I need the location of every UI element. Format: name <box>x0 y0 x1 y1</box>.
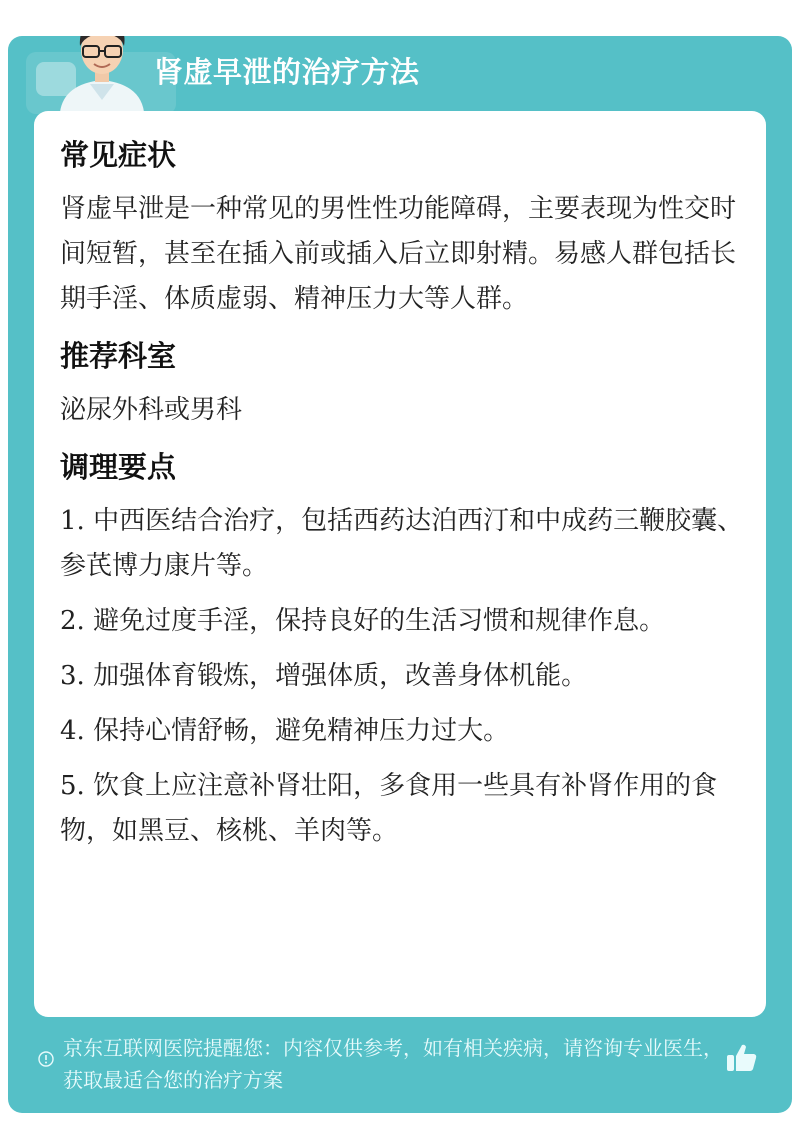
page-title: 肾虚早泄的治疗方法 <box>154 55 420 89</box>
symptoms-title: 常见症状 <box>60 138 177 172</box>
thumbs-up-icon[interactable] <box>724 1040 760 1076</box>
item-text: 饮食上应注意补肾壮阳，多食用一些具有补肾作用的食物，如黑豆、核桃、羊肉等。 <box>60 771 718 846</box>
item-text: 加强体育锻炼，增强体质，改善身体机能。 <box>93 661 588 691</box>
item-text: 避免过度手淫，保持良好的生活习惯和规律作息。 <box>93 606 666 636</box>
item-number: 2. <box>60 606 85 636</box>
disclaimer-text: 京东互联网医院提醒您：内容仅供参考，如有相关疾病，请咨询专业医生，获取最适合您的治疗方案 <box>63 1036 723 1092</box>
care-list <box>60 499 750 854</box>
article-panel <box>8 36 792 1113</box>
department-title: 推荐科室 <box>60 339 177 373</box>
content <box>60 133 750 864</box>
care-title: 调理要点 <box>60 450 177 484</box>
list-item <box>60 599 750 644</box>
item-number: 3. <box>60 661 85 691</box>
item-number: 5. <box>60 771 85 801</box>
list-item <box>60 764 750 854</box>
info-icon <box>38 1051 54 1067</box>
symptoms-text: 肾虚早泄是一种常见的男性性功能障碍，主要表现为性交时间短暂，甚至在插入前或插入后立即射精。易感人群包括长期手淫、体质虚弱、精神压力大等人群。 <box>60 194 737 314</box>
disclaimer-footer <box>8 1032 792 1102</box>
list-item <box>60 499 750 589</box>
item-text: 中西医结合治疗，包括西药达泊西汀和中成药三鞭胶囊、参芪博力康片等。 <box>60 506 744 581</box>
list-item <box>60 709 750 754</box>
item-number: 4. <box>60 716 85 746</box>
content-card <box>34 111 766 1017</box>
item-number: 1. <box>60 506 85 536</box>
department-text: 泌尿外科或男科 <box>60 395 243 425</box>
doctor-avatar <box>50 36 154 112</box>
list-item <box>60 654 750 699</box>
item-text: 保持心情舒畅，避免精神压力过大。 <box>93 716 510 746</box>
